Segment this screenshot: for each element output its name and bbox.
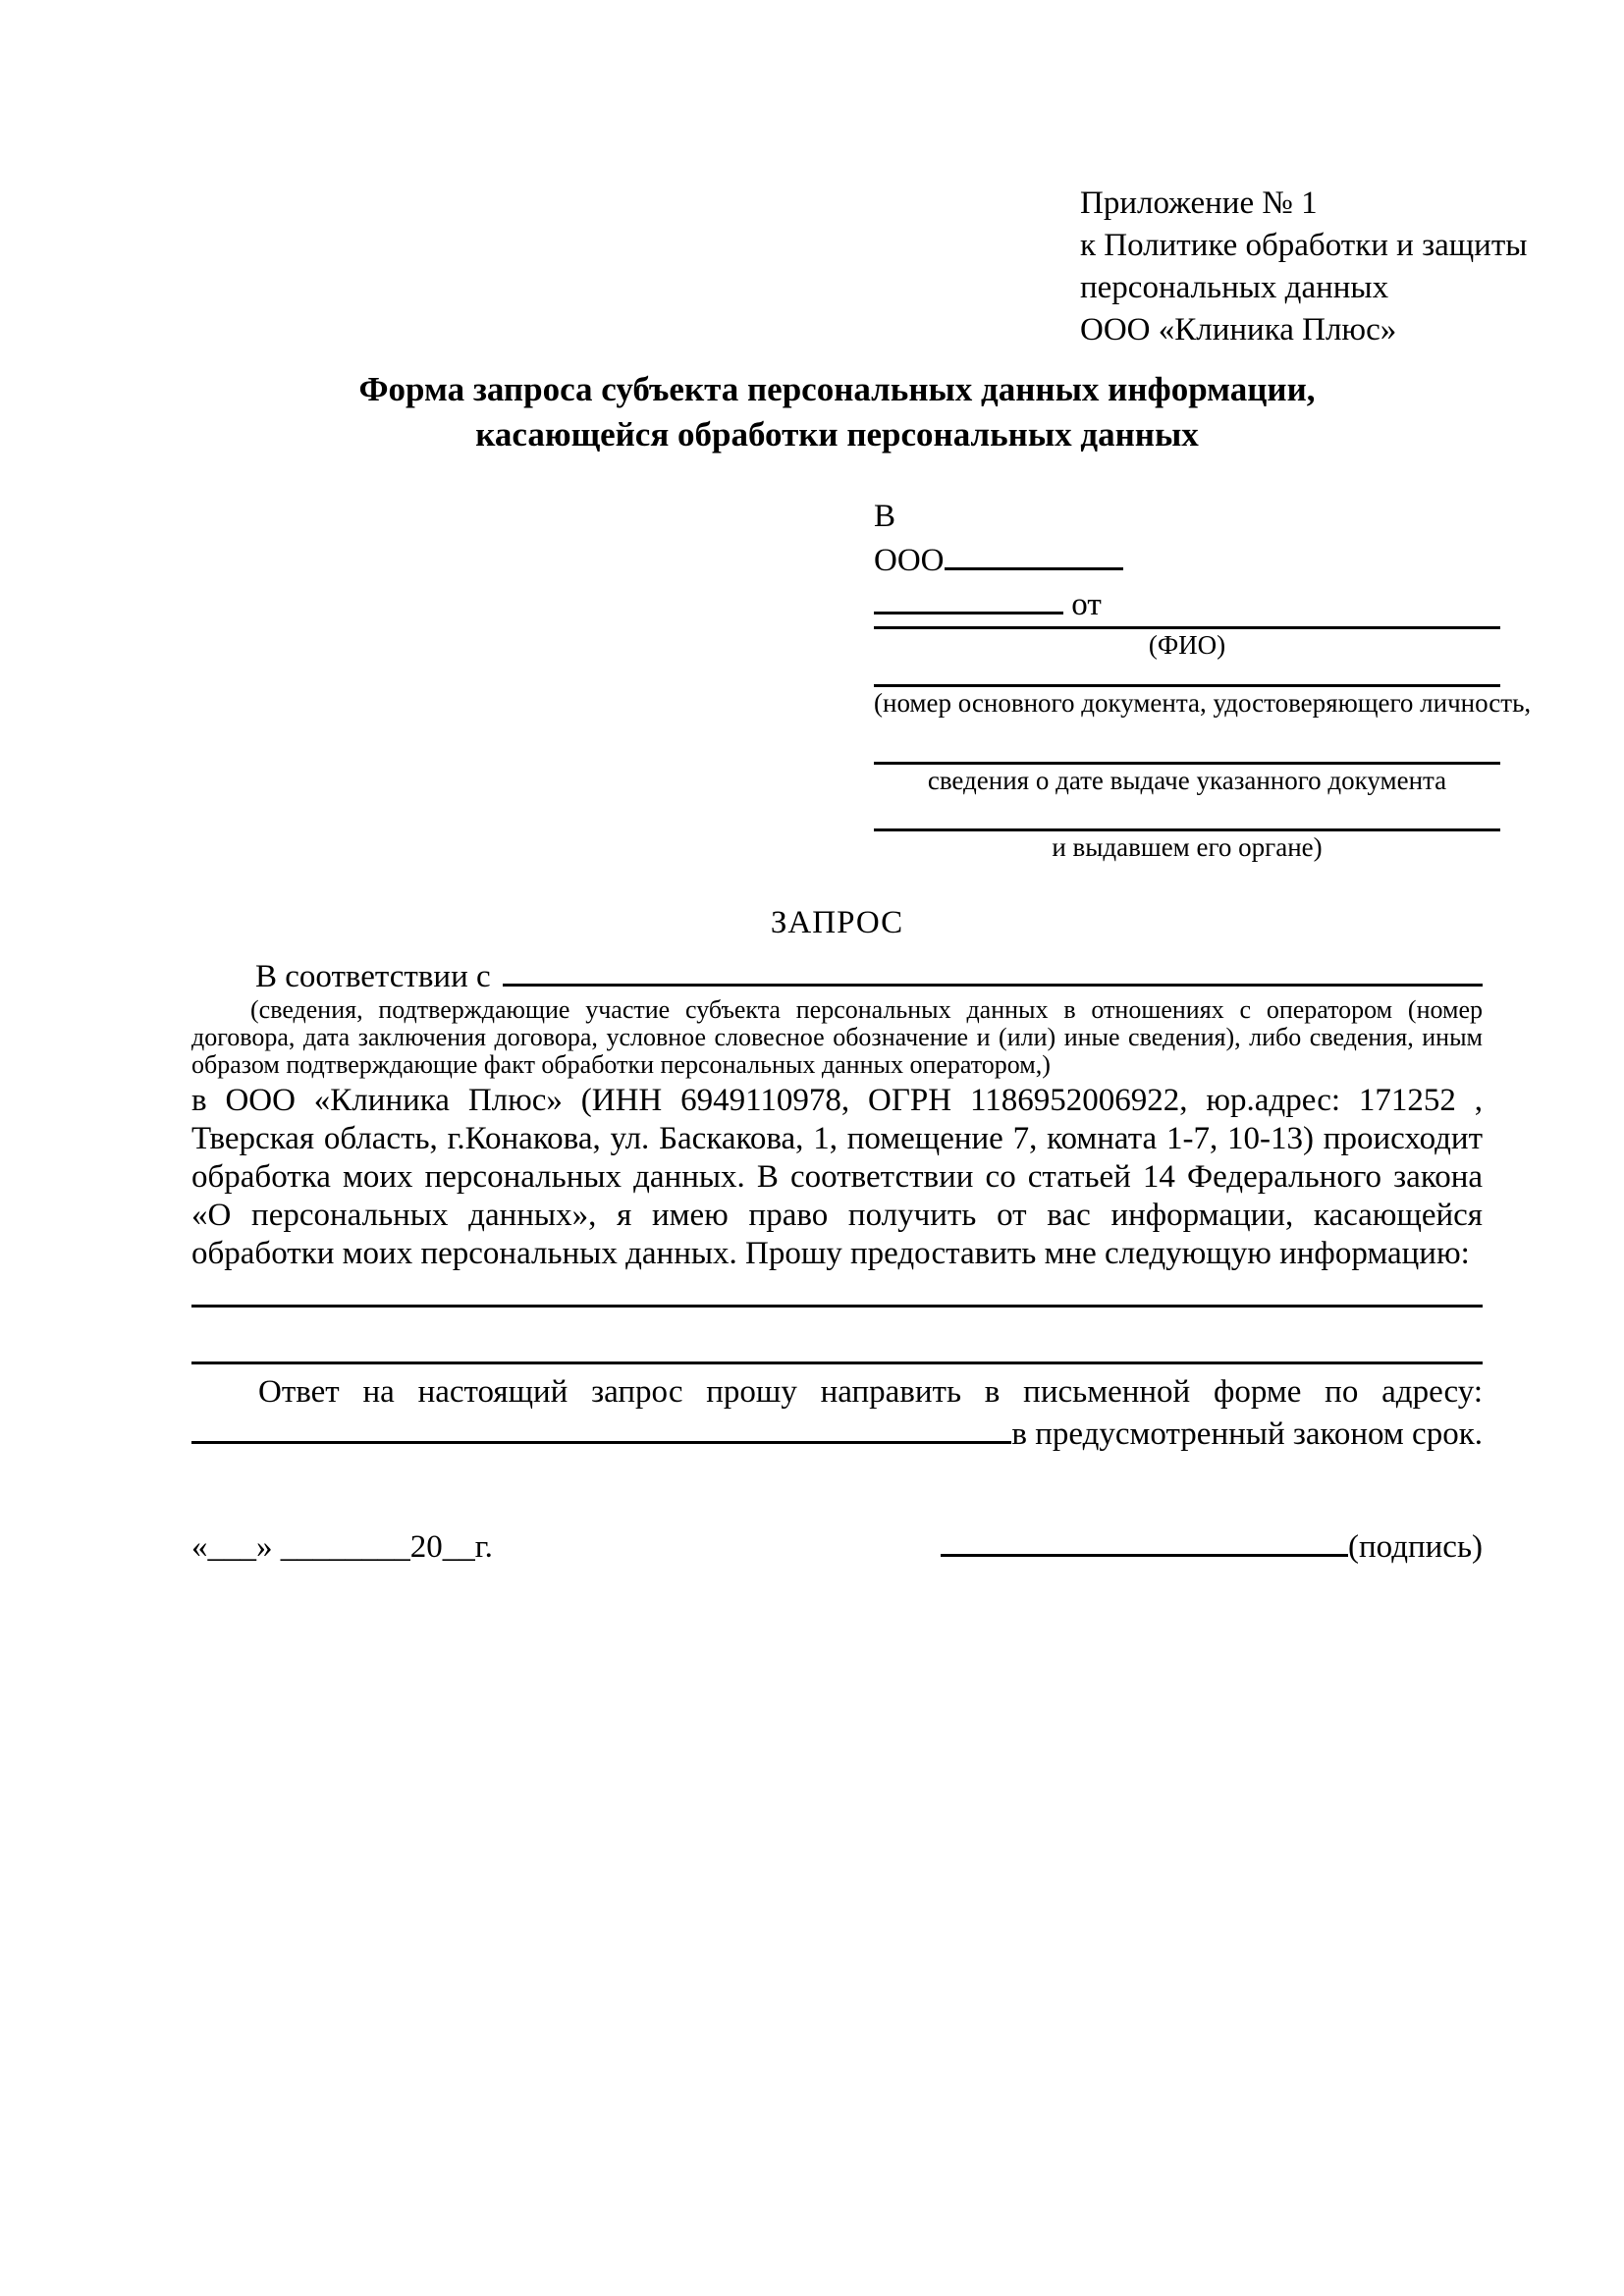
address-blank-line: [191, 1412, 1011, 1444]
signature-caption: (подпись): [1348, 1529, 1483, 1565]
annex-line: ООО «Клиника Плюс»: [1080, 312, 1397, 347]
annex-line: к Политике обработки и защиты: [1080, 228, 1528, 263]
basis-prefix: В соответствии с: [255, 959, 491, 994]
org-prefix: ООО: [874, 543, 945, 578]
request-heading: ЗАПРОС: [770, 905, 904, 940]
basis-note: (сведения, подтверждающие участие субъекта персональных данных в отношениях с оператором (номер договора, дата заключения договора, условное словесное обозначение и (или) иные сведения), либо сведения, иным образом подтверждающие факт обработки персональных данных оператором,): [191, 995, 1483, 1079]
addressee-org-row: [874, 538, 1500, 582]
addressee-from-row: [874, 582, 1500, 626]
info-blank-line-1: [191, 1273, 1483, 1308]
annex-reference: [1080, 183, 1528, 351]
addressee-block: [874, 495, 1532, 864]
basis-blank-line: [503, 954, 1483, 987]
doc-number-caption: (номер основного документа, удостоверяющего личность,: [874, 688, 1532, 718]
org-name-blank: [945, 538, 1123, 570]
from-label: от: [1071, 587, 1102, 622]
response-sentence: Ответ на настоящий запрос прошу направить в письменной форме по адресу:: [258, 1374, 1483, 1410]
page-title: [191, 367, 1483, 457]
signature-blank-line: [941, 1524, 1348, 1557]
date-signature-row: [191, 1524, 1483, 1569]
response-address-row: [191, 1412, 1483, 1454]
signature-cell: [941, 1524, 1483, 1569]
info-blank-line-2: [191, 1308, 1483, 1364]
addressee-to-label: В: [874, 499, 896, 534]
doc-issuer-caption: и выдавшем его органе): [1052, 832, 1323, 862]
annex-line: Приложение № 1: [1080, 186, 1318, 221]
org-name-blank-2: [874, 582, 1063, 614]
doc-issue-date-caption: сведения о дате выдаче указанного документа: [927, 766, 1447, 795]
response-suffix: в предусмотренный законом срок.: [1011, 1416, 1483, 1452]
fio-caption: (ФИО): [1148, 630, 1226, 660]
basis-row: [191, 954, 1483, 996]
page-title-line-2: касающейся обработки персональных данных: [475, 415, 1199, 454]
page-title-line-1: Форма запроса субъекта персональных данных информации,: [358, 370, 1316, 408]
annex-line: персональных данных: [1080, 270, 1389, 305]
request-body: в ООО «Клиника Плюс» (ИНН 6949110978, ОГРН 1186952006922, юр.адрес: 171252 , Тверская область, г.Конакова, ул. Баскакова, 1, помещение 7, комната 1-7, 10-13) происходит обработка моих персональных данных. В соответствии со статьей 14 Федерального закона «О персональных данных», я имею право получить от вас информации, касающейся обработки моих персональных данных. Прошу предоставить мне следующую информацию:: [191, 1083, 1483, 1271]
date-fill-in: «___» ________20__г.: [191, 1529, 493, 1565]
